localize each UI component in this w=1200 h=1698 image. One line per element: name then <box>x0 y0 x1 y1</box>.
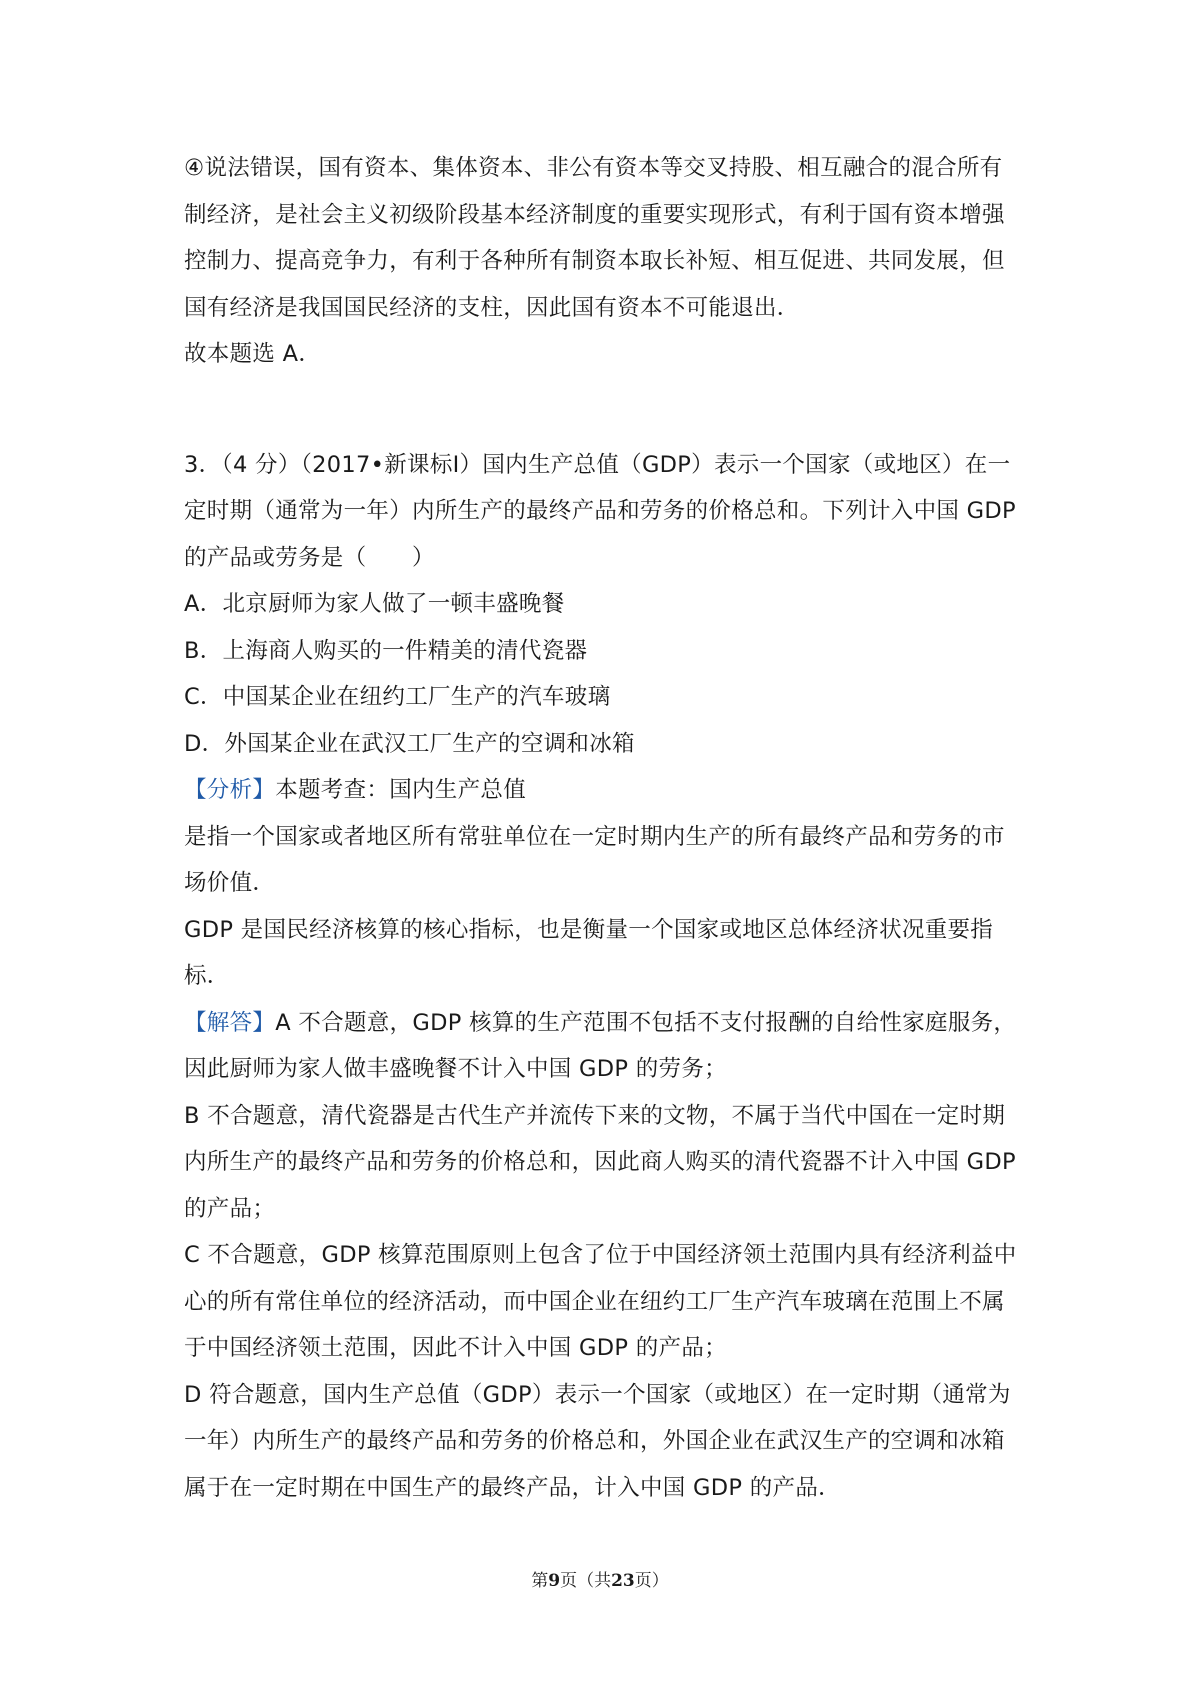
analysis-paragraph-2: GDP 是国民经济核算的核心指标，也是衡量一个国家或地区总体经济状况重要指标． <box>184 916 994 989</box>
answer-paragraph-d: D 符合题意，国内生产总值（GDP）表示一个国家（或地区）在一定时期（通常为一年）内所生产的最终产品和劳务的价格总和，外国企业在武汉生产的空调和冰箱属于在一定时期在中国生产的最终产品，计入中国 GDP 的产品． <box>184 1381 1011 1501</box>
option-a: A．北京厨师为家人做了一顿丰盛晚餐 <box>184 591 565 617</box>
answer-a-text: A 不合题意，GDP 核算的生产范围不包括不支付报酬的自给性家庭服务，因此厨师为家人做丰盛晚餐不计入中国 GDP 的劳务； <box>184 1009 1017 1082</box>
answer-paragraph-c: C 不合题意，GDP 核算范围原则上包含了位于中国经济领土范围内具有经济利益中心的所有常住单位的经济活动，而中国企业在纽约工厂生产汽车玻璃在范围上不属于中国经济领土范围，因此不计入中国 GDP 的产品； <box>184 1242 1017 1361</box>
analysis-intro: 本题考查：国内生产总值 <box>275 777 527 803</box>
question-stem: 3．（4 分）（2017•新课标Ⅰ）国内生产总值（GDP）表示一个国家（或地区）在一定时期（通常为一年）内所生产的最终产品和劳务的价格总和。下列计入中国 GDP 的产品或劳务是（ ） <box>184 451 1016 571</box>
option-b: B．上海商人购买的一件精美的清代瓷器 <box>184 637 588 664</box>
answer-paragraph-b: B 不合题意，清代瓷器是古代生产并流传下来的文物，不属于当代中国在一定时期内所生产的最终产品和劳务的价格总和，因此商人购买的清代瓷器不计入中国 GDP 的产品； <box>184 1102 1016 1222</box>
option-c: C．中国某企业在纽约工厂生产的汽车玻璃 <box>184 684 611 710</box>
footer-middle: 页（共 <box>560 1571 612 1591</box>
previous-conclusion: 故本题选 A． <box>184 341 322 367</box>
footer-suffix: 页） <box>634 1571 669 1591</box>
analysis-paragraph-1: 是指一个国家或者地区所有常驻单位在一定时期内生产的所有最终产品和劳务的市场价值． <box>184 823 1005 896</box>
analysis-label: 【分析】 <box>184 777 276 803</box>
previous-answer-point-4: ④说法错误，国有资本、集体资本、非公有资本等交叉持股、相互融合的混合所有制经济，是社会主义初级阶段基本经济制度的重要实现形式，有利于国有资本增强控制力、提高竞争力，有利于各种所有制资本取长补短、相互促进、共同发展，但国有经济是我国国民经济的支柱，因此国有资本不可能退出． <box>184 155 1005 321</box>
page-footer <box>0 1566 1200 1591</box>
option-d: D．外国某企业在武汉工厂生产的空调和冰箱 <box>184 730 635 757</box>
footer-total-pages: 23 <box>611 1571 635 1591</box>
page-content <box>184 145 1024 1511</box>
footer-prefix: 第 <box>531 1571 549 1591</box>
footer-page-number: 9 <box>548 1571 561 1591</box>
answer-label: 【解答】 <box>184 1009 276 1036</box>
spacer <box>184 378 1024 442</box>
analysis-heading <box>184 767 1024 814</box>
answer-paragraph-a <box>184 1000 1024 1093</box>
